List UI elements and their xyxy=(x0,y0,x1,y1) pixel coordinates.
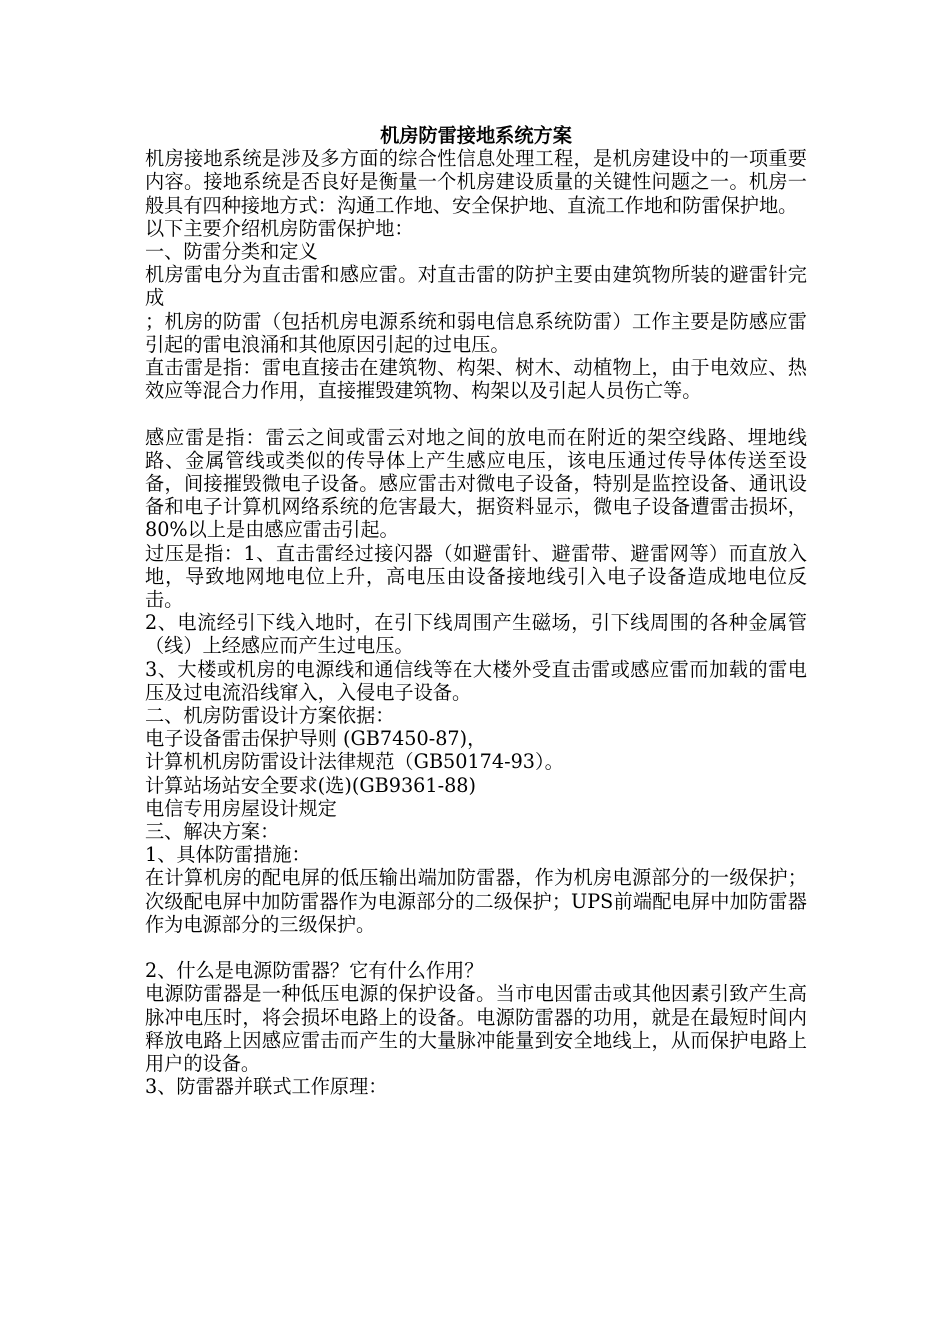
subheading-parallel-principle: 3、防雷器并联式工作原理： xyxy=(145,1075,388,1099)
section-heading-3: 三、解决方案： xyxy=(145,820,280,844)
section-heading-2: 二、机房防雷设计方案依据： xyxy=(145,704,395,728)
standard-item-4: 电信专用房屋设计规定 xyxy=(145,796,337,820)
standard-item-1: 电子设备雷击保护导则 (GB7450-87)， xyxy=(145,727,487,751)
subheading-measures: 1、具体防雷措施： xyxy=(145,843,311,867)
paragraph-measures: 在计算机房的配电屏的低压输出端加防雷器，作为机房电源部分的一级保护；次级配电屏中加防雷器作为电源部分的二级保护；UPS前端配电屏中加防雷器作为电源部分的三级保护。 xyxy=(145,866,807,936)
paragraph-overvoltage-2: 2、电流经引下线入地时，在引下线周围产生磁场，引下线周围的各种金属管（线）上经感应而产生过电压。 xyxy=(145,611,807,658)
paragraph-intro: 机房接地系统是涉及多方面的综合性信息处理工程，是机房建设中的一项重要内容。接地系统是否良好是衡量一个机房建设质量的关键性问题之一。机房一般具有四种接地方式：沟通工作地、安全保护地、直流工作地和防雷保护地。 xyxy=(145,147,807,217)
paragraph-surge-protector: 电源防雷器是一种低压电源的保护设备。当市电因雷击或其他因素引致产生高脉冲电压时，将会损坏电路上的设备。电源防雷器的功用，就是在最短时间内释放电路上因感应雷击而产生的大量脉冲能量到安全地线上，从而保护电路上用户的设备。 xyxy=(145,982,807,1076)
document-body xyxy=(145,124,807,1099)
paragraph-direct-lightning: 直击雷是指：雷电直接击在建筑物、构架、树木、动植物上，由于电效应、热效应等混合力作用，直接摧毁建筑物、构架以及引起人员伤亡等。 xyxy=(145,356,807,403)
standard-item-2: 计算机机房防雷设计法律规范（GB50174-93）。 xyxy=(145,750,564,774)
paragraph-overvoltage-1: 过压是指：1、直击雷经过接闪器（如避雷针、避雷带、避雷网等）而直放入地，导致地网地电位上升，高电压由设备接地线引入电子设备造成地电位反击。 xyxy=(145,541,807,612)
section-heading-1: 一、防雷分类和定义 xyxy=(145,240,318,264)
paragraph-classification: 机房雷电分为直击雷和感应雷。对直击雷的防护主要由建筑物所装的避雷针完成 xyxy=(145,263,807,310)
paragraph-lead: 以下主要介绍机房防雷保护地： xyxy=(145,216,414,240)
paragraph-classification-cont: ；机房的防雷（包括机房电源系统和弱电信息系统防雷）工作主要是防感应雷引起的雷电浪涌和其他原因引起的过电压。 xyxy=(145,309,807,356)
blank-line xyxy=(145,402,807,425)
paragraph-induced-lightning: 感应雷是指：雷云之间或雷云对地之间的放电而在附近的架空线路、埋地线路、金属管线或类似的传导体上产生感应电压，该电压通过传导体传送至设备，间接摧毁微电子设备。感应雷击对微电子设备，特别是监控设备、通讯设备和电子计算机网络系统的危害最大，据资料显示，微电子设备遭雷击损坏，80%以上是由感应雷击引起。 xyxy=(145,425,807,542)
blank-line xyxy=(145,936,807,959)
standard-item-3: 计算站场站安全要求(选)(GB9361-88) xyxy=(145,773,476,797)
document-title: 机房防雷接地系统方案 xyxy=(380,124,572,147)
subheading-surge-protector: 2、什么是电源防雷器？它有什么作用？ xyxy=(145,959,484,983)
paragraph-overvoltage-3: 3、大楼或机房的电源线和通信线等在大楼外受直击雷或感应雷而加载的雷电压及过电流沿线窜入，入侵电子设备。 xyxy=(145,657,807,704)
